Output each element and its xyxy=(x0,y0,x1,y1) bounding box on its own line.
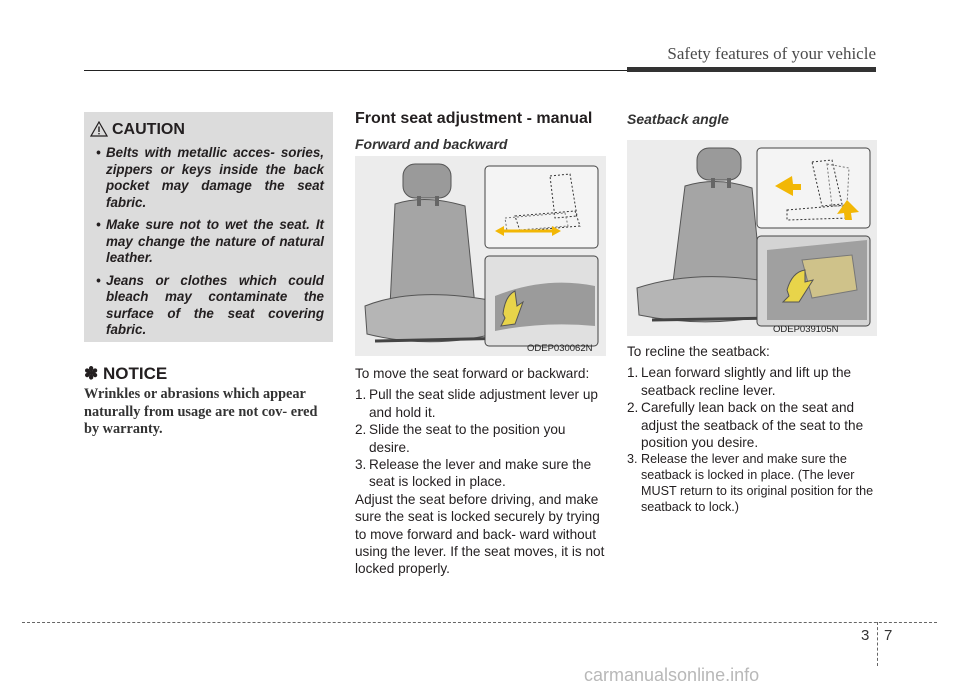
step-item: 3. Release the lever and make sure the seat is locked in place. xyxy=(355,457,592,490)
step-item: 3. Release the lever and make sure the seatback is locked in place. (The lever MUST return to its original position for the seatback to lock.) xyxy=(627,452,874,515)
step-item: 2. Slide the seat to the position you desire. xyxy=(355,422,566,455)
intro-text: To move the seat forward or backward: xyxy=(355,366,590,381)
subheading-forward-backward: Forward and backward xyxy=(355,136,508,152)
notice-text: Wrinkles or abrasions which appear naturally from usage are not cov- ered by warranty. xyxy=(84,386,318,437)
warning-triangle-icon xyxy=(90,121,108,137)
caution-item: • Jeans or clothes which could bleach may contaminate the surface of the seat covering fabric. xyxy=(96,272,324,337)
step-item: 1. Pull the seat slide adjustment lever up and hold it. xyxy=(355,387,598,420)
image-code: ODEP030062N xyxy=(527,343,593,354)
image-code: ODEP039105N xyxy=(773,324,839,335)
seatback-instructions xyxy=(627,343,877,515)
caution-list xyxy=(92,145,324,345)
notice-title: ✽ NOTICE xyxy=(84,364,168,383)
header-title: Safety features of your vehicle xyxy=(667,44,876,63)
step-item: 2. Carefully lean back on the seat and adjust the seatback of the seat to the position you desire. xyxy=(627,400,864,451)
seat-slide-drawing xyxy=(355,156,606,356)
caution-box xyxy=(84,112,333,342)
subheading-seatback-angle: Seatback angle xyxy=(627,111,729,127)
page-number-separator xyxy=(877,622,878,666)
notice-symbol: ✽ xyxy=(84,364,99,383)
intro-text: To recline the seatback: xyxy=(627,344,770,359)
watermark: carmanualsonline.info xyxy=(584,665,760,685)
caution-title: CAUTION xyxy=(112,121,185,139)
footer-rule xyxy=(22,622,937,623)
step-item: 1. Lean forward slightly and lift up the seatback recline lever. xyxy=(627,365,852,398)
seatback-drawing xyxy=(627,140,877,336)
seat-slide-illustration xyxy=(355,156,606,356)
caution-item: • Belts with metallic acces- sories, zippers or keys inside the back pocket may damage the seat fabric. xyxy=(96,145,324,210)
page-number: 7 xyxy=(884,627,893,644)
front-seat-instructions xyxy=(355,365,607,578)
chapter-number: 3 xyxy=(861,627,870,644)
note-text: Adjust the seat before driving, and make sure the seat is locked securely by trying to move forward and back- ward without using the lever. If the seat moves, it is not locked properly. xyxy=(355,491,605,577)
header-rule-accent xyxy=(627,67,876,72)
caution-item: • Make sure not to wet the seat. It may change the nature of natural leather. xyxy=(96,217,324,265)
section-heading: Front seat adjustment - manual xyxy=(355,110,593,127)
seatback-illustration xyxy=(627,140,877,336)
